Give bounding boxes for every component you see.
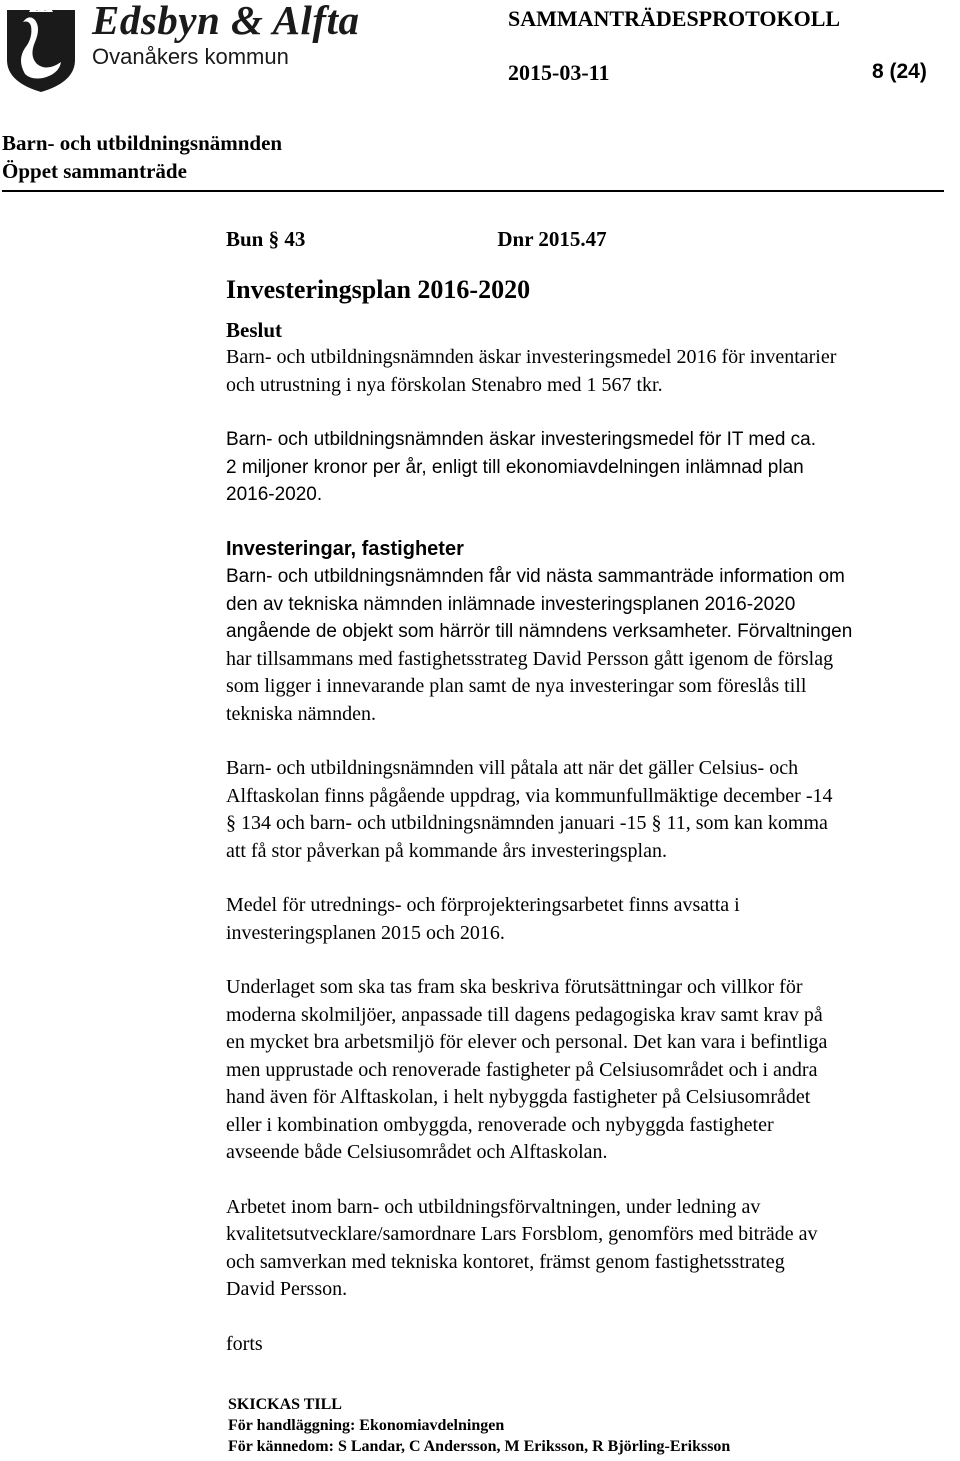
case-number: Dnr 2015.47: [497, 227, 607, 251]
meeting-date: 2015-03-11: [508, 60, 610, 85]
paragraph-reference-line: [226, 226, 956, 254]
text-line: Barn- och utbildningsnämnden vill påtala att när det gäller Celsius- och: [226, 757, 799, 779]
page-number: 8 (24): [872, 60, 927, 83]
for-information-line: För kännedom: S Landar, C Andersson, M Eriksson, R Björling-Eriksson: [228, 1438, 731, 1455]
investments-paragraph-3: [226, 892, 956, 947]
distribution-footer: [228, 1394, 730, 1457]
investments-paragraph-1-cont: [226, 646, 956, 729]
text-line: tekniska nämnden.: [226, 702, 376, 725]
investments-block: [226, 536, 956, 646]
text-line: 2016-2020.: [226, 484, 323, 505]
text-line: § 134 och barn- och utbildningsnämnden januari -15 § 11, som kan komma: [226, 812, 828, 834]
logo-municipality-name: Ovanåkers kommun: [92, 44, 289, 69]
meeting-type: Öppet sammanträde: [2, 159, 187, 183]
send-to-heading: SKICKAS TILL: [228, 1396, 342, 1413]
text-line: Underlaget som ska tas fram ska beskriva förutsättningar och villkor för: [226, 976, 803, 998]
text-line: har tillsammans med fastighetsstrateg David Persson gått igenom de förslag: [226, 647, 834, 670]
decision-line: och utrustning i nya förskolan Stenabro med 1 567 tkr.: [226, 373, 663, 396]
decision-line: Barn- och utbildningsnämnden äskar investeringsmedel 2016 för inventarier: [226, 346, 837, 368]
text-line: avseende både Celsiusområdet och Alftaskolan.: [226, 1141, 608, 1163]
text-line: men upprustade och renoverade fastigheter på Celsiusområdet och i andra: [226, 1058, 818, 1081]
text-line: den av tekniska nämnden inlämnade investeringsplanen 2016-2020: [226, 593, 796, 615]
section-title: Investeringsplan 2016-2020: [226, 274, 531, 304]
municipality-logo: [0, 0, 380, 96]
investments-heading: Investeringar, fastigheter: [226, 537, 464, 560]
text-line: 2 miljoner kronor per år, enligt till ekonomiavdelningen inlämnad plan: [226, 456, 804, 478]
continued-marker: forts: [226, 1332, 263, 1355]
text-line: Barn- och utbildningsnämnden får vid nästa sammanträde information om: [226, 566, 845, 587]
investments-paragraph-2: [226, 755, 956, 865]
text-line: Medel för utrednings- och förprojekteringsarbetet finns avsatta i: [226, 894, 740, 916]
text-line: Barn- och utbildningsnämnden äskar investeringsmedel för IT med ca.: [226, 429, 817, 450]
text-line: Arbetet inom barn- och utbildningsförvaltningen, under ledning av: [226, 1195, 761, 1218]
text-line: Alftaskolan finns pågående uppdrag, via kommunfullmäktige december -14: [226, 784, 833, 807]
decision-heading: Beslut: [226, 317, 283, 342]
header-divider: [2, 190, 944, 192]
investments-paragraph-5: [226, 1194, 956, 1304]
text-line: kvalitetsutvecklare/samordnare Lars Forsblom, genomförs med biträde av: [226, 1223, 818, 1245]
text-line: investeringsplanen 2015 och 2016.: [226, 921, 505, 944]
text-line: som ligger i innevarande plan samt de nya investeringar som föreslås till: [226, 675, 807, 697]
decision-it-paragraph: [226, 426, 956, 509]
text-line: en mycket bra arbetsmiljö för elever och personal. Det kan vara i befintliga: [226, 1031, 828, 1053]
text-line: och samverkan med tekniska kontoret, främst genom fastighetsstrateg: [226, 1250, 785, 1273]
text-line: David Persson.: [226, 1278, 348, 1300]
paragraph-ref: Bun § 43: [226, 227, 306, 251]
for-action-line: För handläggning: Ekonomiavdelningen: [228, 1417, 505, 1434]
decision-block: [226, 317, 956, 400]
text-line: hand även för Alftaskolan, i helt nybyggda fastigheter på Celsiusområdet: [226, 1086, 811, 1108]
swan-crown-emblem-icon: [3, 2, 79, 92]
committee-name: Barn- och utbildningsnämnden: [2, 131, 283, 155]
text-line: moderna skolmiljöer, anpassade till dagens pedagogiska krav samt krav på: [226, 1003, 823, 1026]
protocol-body: [226, 226, 956, 1358]
text-line: angående de objekt som härrör till nämndens verksamheter. Förvaltningen: [226, 621, 853, 642]
text-line: att få stor påverkan på kommande års investeringsplan.: [226, 839, 667, 862]
logo-town-name: Edsbyn & Alfta: [92, 0, 360, 43]
document-type: SAMMANTRÄDESPROTOKOLL: [508, 6, 841, 31]
investments-paragraph-4: [226, 974, 956, 1167]
text-line: eller i kombination ombyggda, renoverade och nybyggda fastigheter: [226, 1113, 774, 1136]
